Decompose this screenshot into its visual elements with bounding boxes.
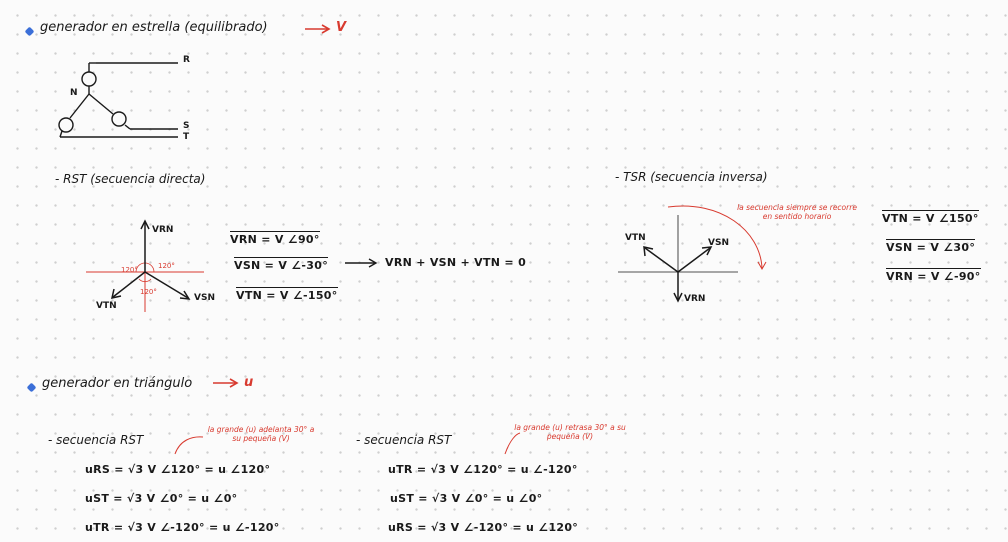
delta-left-title: - secuencia RST [48, 433, 144, 447]
tsr-title: - TSR (secuencia inversa) [615, 170, 768, 184]
bullet-star-icon [27, 383, 37, 393]
delta-right-equation-2: uST = √3 V ∠0° = u ∠0° [390, 492, 543, 505]
star-neutral-label: N [70, 88, 78, 98]
delta-right-equation-1: uTR = √3 V ∠120° = u ∠-120° [388, 463, 578, 476]
rst-angle-label-2: 120° [158, 262, 175, 270]
bullet-star-icon [25, 27, 35, 37]
delta-left-equation-3: uTR = √3 V ∠-120° = u ∠-120° [85, 521, 280, 534]
rst-vtn-label: VTN [96, 301, 117, 311]
section1-target: V [336, 20, 347, 35]
terminal-s-label: S [183, 121, 190, 131]
tsr-equation-vrn: VRN = V ∠-90° [886, 270, 981, 283]
rst-sum-equation: VRN + VSN + VTN = 0 [385, 256, 527, 269]
section2-target: u [244, 375, 254, 390]
section1-title: generador en estrella (equilibrado) [40, 20, 268, 35]
terminal-t-label: T [183, 132, 190, 142]
tsr-vtn-label: VTN [625, 233, 646, 243]
tsr-equation-vsn: VSN = V ∠30° [886, 241, 976, 254]
terminal-r-label: R [183, 55, 190, 65]
tsr-equation-vtn: VTN = V ∠150° [882, 212, 979, 225]
tsr-vsn-label: VSN [708, 238, 729, 248]
delta-left-equation-1: uRS = √3 V ∠120° = u ∠120° [85, 463, 271, 476]
rst-equation-vtn: VTN = V ∠-150° [236, 289, 338, 302]
rst-vsn-label: VSN [194, 293, 215, 303]
delta-right-note: la grande (u) retrasa 30° a su pequeña (V) [514, 423, 626, 441]
rst-equation-vsn: VSN = V ∠-30° [234, 259, 328, 272]
rst-title: - RST (secuencia directa) [55, 172, 206, 186]
rst-angle-label-1: 120° [121, 266, 138, 274]
tsr-note: la secuencia siempre se recorre en sentido horario [737, 203, 857, 221]
rst-vrn-label: VRN [152, 225, 174, 235]
rst-equation-vrn: VRN = V ∠90° [230, 233, 320, 246]
tsr-vrn-label: VRN [684, 294, 706, 304]
delta-right-equation-3: uRS = √3 V ∠-120° = u ∠120° [388, 521, 579, 534]
rst-angle-label-3: 120° [140, 288, 157, 296]
section2-title: generador en triángulo [42, 376, 193, 391]
delta-left-equation-2: uST = √3 V ∠0° = u ∠0° [85, 492, 238, 505]
delta-left-note: la grande (u) adelanta 30° a su pequeña (V) [207, 425, 315, 443]
delta-right-title: - secuencia RST [356, 433, 452, 447]
